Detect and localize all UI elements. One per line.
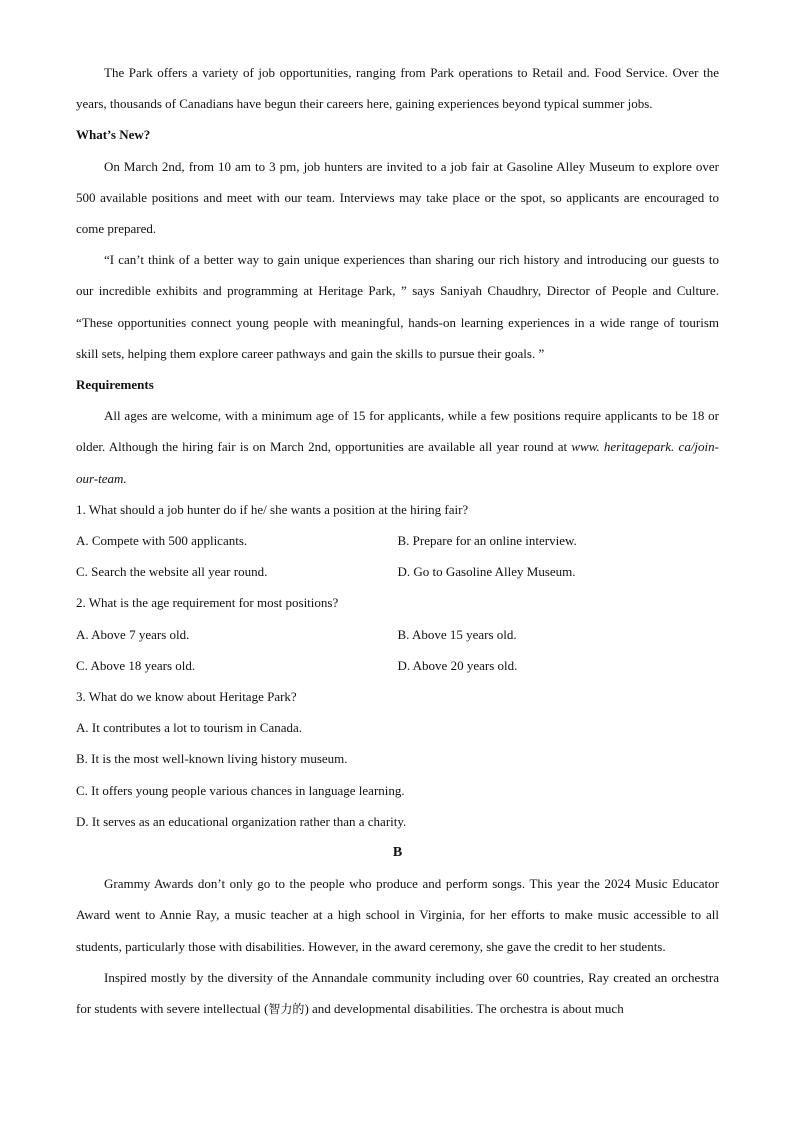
passage-b-paragraph-2-start: Inspired mostly by the diversity of the Annandale community including over 60 countries, Ray created an orchestra for students with severe intellectual ( xyxy=(76,969,719,1017)
question-1-option-c: C. Search the website all year round. xyxy=(76,564,268,580)
question-3-option-c: C. It offers young people various chances in language learning. xyxy=(76,782,405,798)
question-2-stem: 2. What is the age requirement for most positions? xyxy=(76,595,339,611)
heading-whats-new: What’s New? xyxy=(76,127,151,143)
question-1-stem: 1. What should a job hunter do if he/ she wants a position at the hiring fair? xyxy=(76,501,469,517)
heading-requirements: Requirements xyxy=(76,377,154,393)
passage-b-paragraph-2-end: ) and developmental disabilities. The orchestra is about much xyxy=(304,1001,624,1017)
chinese-gloss: 智力的 xyxy=(268,1002,305,1017)
question-2-option-b: B. Above 15 years old. xyxy=(397,626,517,642)
passage-a-paragraph-1: The Park offers a variety of job opportunities, ranging from Park operations to Retail and. Food Service. Over the years, thousands of Canadians have begun their careers here, gaining experiences beyond typical summer jobs. xyxy=(76,65,719,112)
question-3-option-a: A. It contributes a lot to tourism in Canada. xyxy=(76,720,303,736)
question-3-option-b: B. It is the most well-known living history museum. xyxy=(76,751,348,767)
website-link: www. heritagepark. ca/join-our-team. xyxy=(76,439,719,486)
question-2-option-a: A. Above 7 years old. xyxy=(76,626,190,642)
question-3-stem: 3. What do we know about Heritage Park? xyxy=(76,689,297,705)
document-page xyxy=(76,57,719,1025)
question-1-option-a: A. Compete with 500 applicants. xyxy=(76,533,248,549)
question-2-options-row-1 xyxy=(76,619,719,650)
passage-b-paragraph-1: Grammy Awards don’t only go to the people who produce and perform songs. This year the 2024 Music Educator Award went to Annie Ray, a music teacher at a high school in Virginia, for her efforts to make music accessible to all students, particularly those with disabilities. However, in the award ceremony, she gave the credit to her students. xyxy=(76,876,719,954)
question-2-option-d: D. Above 20 years old. xyxy=(397,657,518,673)
passage-b-paragraph-2 xyxy=(76,962,719,1025)
requirements-text: All ages are welcome, with a minimum age of 15 for applicants, while a few positions require applicants to be 18 or older. Although the hiring fair is on March 2nd, opportunities are available all year round at xyxy=(76,408,719,455)
passage-a-paragraph-4 xyxy=(76,400,719,494)
question-2-option-c: C. Above 18 years old. xyxy=(76,657,196,673)
passage-a-paragraph-3: “I can’t think of a better way to gain unique experiences than sharing our rich history and introducing our guests to our incredible exhibits and programming at Heritage Park, ” says Saniyah Chaudhry, Director of People and Culture. “These opportunities connect young people with meaningful, hands-on learning experiences in a wide range of tourism skill sets, helping them explore career pathways and gain the skills to pursue their goals. ” xyxy=(76,252,719,361)
question-1-options-row-2 xyxy=(76,556,719,587)
question-1-option-d: D. Go to Gasoline Alley Museum. xyxy=(397,564,576,580)
question-3-option-d: D. It serves as an educational organization rather than a charity. xyxy=(76,813,407,829)
question-2-options-row-2 xyxy=(76,650,719,681)
question-1-options-row-1 xyxy=(76,525,719,556)
passage-a-paragraph-2: On March 2nd, from 10 am to 3 pm, job hunters are invited to a job fair at Gasoline Alley Museum to explore over 500 available positions and meet with our team. Interviews may take place or the spot, so applicants are encouraged to come prepared. xyxy=(76,158,719,237)
section-letter-b: B xyxy=(392,845,403,861)
question-1-option-b: B. Prepare for an online interview. xyxy=(397,533,577,549)
